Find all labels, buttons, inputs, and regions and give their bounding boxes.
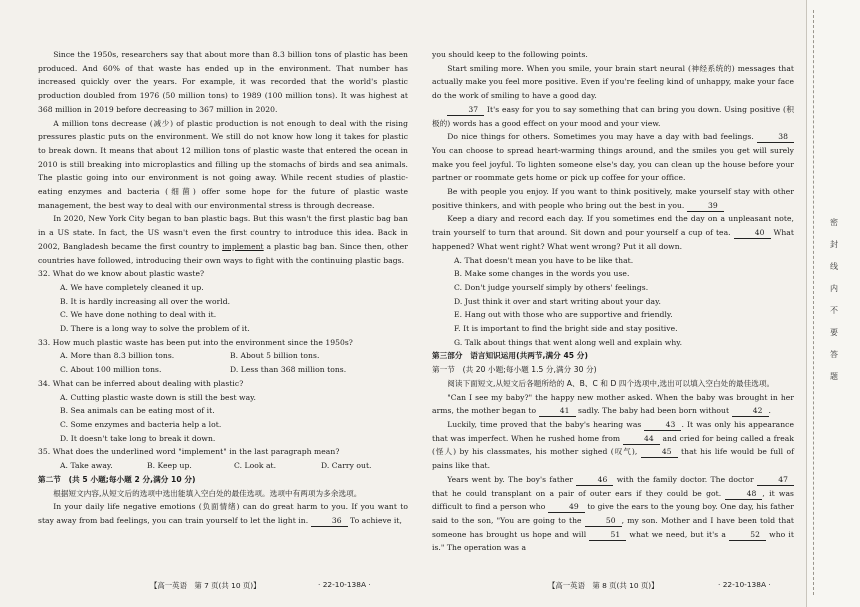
right-page <box>432 48 794 555</box>
section-2-title: 第二节 (共 5 小题;每小题 2 分,满分 10 分) <box>38 474 196 484</box>
option-33b: B. About 5 billion tons. <box>230 351 320 361</box>
passage-b-paragraph-3: Do nice things for others. Sometimes you may have a day with bad feelings. 38 You can choose to spread heart-warming things around, and the smiles you get will surely make you feel joyful. To lighten someone else's day, you can clean up the house before your partner or roommate gets home or pick up coffee for your office. <box>432 132 794 183</box>
cloze-paragraph-2: Luckily, time proved that the baby's hearing was 43 . It was only his appearance that was imperfect. When he rushed home from 44 and cried for being called a freak (怪人) by his classmates, his mother sighed (叹气), 45 that his life would be full of pains like that. <box>432 419 794 471</box>
blank-49[interactable]: 49 <box>548 502 585 513</box>
cloze-paragraph-3: Years went by. The boy's father 46 with the family doctor. The doctor 47 that he could transplant on a pair of outer ears if they could be got. 48 , it was difficult to find a person who 49 to give the ears to the young boy. One day, his father said to the son, "You are going to the 50 , my son. Mother and I have been told that someone has brought us hope and will 51 what we need, but it's a 52 who it is." The operation was a <box>432 474 795 553</box>
option-34c: C. Some enzymes and bacteria help a lot. <box>60 419 222 429</box>
option-33d: D. Less than 368 million tons. <box>230 365 347 375</box>
footer-code-left: · 22-10-138A · <box>318 580 371 589</box>
option-34b: B. Sea animals can be eating most of it. <box>60 406 215 416</box>
section-2-instructions: 根据短文内容,从短文后的选项中选出能填入空白处的最佳选项。选项中有两项为多余选项。 <box>53 488 362 498</box>
passage-paragraph-1: Since the 1950s, researchers say that about more than 8.3 billion tons of plastic has been produced. And 60% of that waste has ended up in the environment. That number has increased quickly over the years. For example, it was recorded that the world's plastic production doubled from 1976 (50 million tons) to 1989 (100 million tons). It was highest at 368 million in 2019 before decreasing to 367 million in 2020. <box>38 50 408 114</box>
passage-paragraph-3: In 2020, New York City began to ban plastic bags. But this wasn't the first plastic bag ban in a US state. In fact, the US wasn't even the first country to introduce this idea. Back in 2002, Bangladesh became the first country to implement a plastic bag ban. Since then, other countries have followed, introducing their own ways to fight with the continuing plastic bags. <box>38 214 408 265</box>
blank-51[interactable]: 51 <box>589 530 626 541</box>
blank-52[interactable]: 52 <box>729 530 766 541</box>
blank-41[interactable]: 41 <box>539 406 576 417</box>
choice-e: E. Hang out with those who are supportive and friendly. <box>454 310 673 320</box>
passage-b-line: you should keep to the following points. <box>432 50 588 59</box>
blank-47[interactable]: 47 <box>757 475 794 486</box>
options-33-row-2 <box>60 363 408 377</box>
question-33: 33. How much plastic waste has been put into the environment since the 1950s? <box>38 337 353 347</box>
blank-46[interactable]: 46 <box>576 475 613 486</box>
footer-page-label-left: 【高一英语 第 7 页(共 10 页)】 <box>150 581 261 590</box>
blank-50[interactable]: 50 <box>585 516 622 527</box>
section-1-title: 第一节 (共 20 小题;每小题 1.5 分,满分 30 分) <box>432 365 597 375</box>
option-32a: A. We have completely cleaned it up. <box>60 282 204 292</box>
choice-b: B. Make some changes in the words you use. <box>454 269 630 279</box>
part-3-title: 第三部分 语言知识运用(共两节,满分 45 分) <box>432 351 588 361</box>
blank-40[interactable]: 40 <box>734 228 771 239</box>
blank-36[interactable]: 36 <box>311 516 348 527</box>
passage-b-paragraph-2: 37 It's easy for you to say something that can bring you down. Using positive (积极的) words has a good effect on your mood and your view. <box>432 104 794 128</box>
option-34a: A. Cutting plastic waste down is still the best way. <box>60 392 256 402</box>
blank-38[interactable]: 38 <box>757 132 794 143</box>
passage-b-paragraph-4: Be with people you enjoy. If you want to think positively, make yourself stay with other positive thinkers, and with people who bring out the best in you. 39 <box>432 187 794 210</box>
cloze-paragraph-1: "Can I see my baby?" the happy new mother asked. When the baby was brought in her arms, the mother began to 41 sadly. The baby had been born without 42 . <box>432 392 794 416</box>
option-35b: B. Keep up. <box>147 461 192 471</box>
choice-f: F. It is important to find the bright side and stay positive. <box>454 324 678 334</box>
footer-page-label-right: 【高一英语 第 8 页(共 10 页)】 <box>548 581 659 590</box>
question-34: 34. What can be inferred about dealing with plastic? <box>38 378 244 388</box>
option-35a: A. Take away. <box>60 461 113 471</box>
blank-45[interactable]: 45 <box>641 447 678 458</box>
question-35: 35. What does the underlined word "implement" in the last paragraph mean? <box>38 447 340 457</box>
passage-b-paragraph-5: Keep a diary and record each day. If you sometimes end the day on a unpleasant note, train yourself to turn that around. Sit down and pour yourself a cup of tea. 40 What happened? What went right? What went wrong? Put it all down. <box>432 214 794 251</box>
binding-strip <box>806 0 860 607</box>
seal-dashed-line <box>813 10 814 595</box>
options-35 <box>60 459 408 473</box>
seal-line-text: 密 封 线 内 不 要 答 题 <box>830 218 838 381</box>
option-35d: D. Carry out. <box>321 461 372 471</box>
blank-39[interactable]: 39 <box>687 201 724 212</box>
section-1-instructions: 阅读下面短文,从短文后各题所给的 A、B、C 和 D 四个选项中,选出可以填入空白处的最佳选项。 <box>447 378 775 388</box>
blank-43[interactable]: 43 <box>644 420 681 431</box>
blank-42[interactable]: 42 <box>732 406 769 417</box>
option-34d: D. It doesn't take long to break it down. <box>60 433 216 443</box>
option-33c: C. About 100 million tons. <box>60 365 162 375</box>
option-32b: B. It is hardly increasing all over the world. <box>60 296 231 306</box>
underlined-word: implement <box>222 241 264 251</box>
blank-37[interactable]: 37 <box>447 105 484 116</box>
choice-c: C. Don't judge yourself simply by others' feelings. <box>454 282 649 292</box>
choice-g: G. Talk about things that went along well and explain why. <box>454 337 683 347</box>
option-35c: C. Look at. <box>234 461 277 471</box>
passage-b-paragraph-1: Start smiling more. When you smile, your brain start neural (神经系统的) messages that actually make you feel more positive. Even if you're feeling kind of unhappy, make your face do the work of smiling to have a good day. <box>432 63 794 101</box>
passage-b-intro: In your daily life negative emotions (负面情绪) can do great harm to you. If you want to stay away from bad feelings, you can train yourself to let the light in. 36 To achieve it, <box>38 502 408 525</box>
option-32c: C. We have done nothing to deal with it. <box>60 310 217 320</box>
options-33-row-1 <box>60 349 408 363</box>
choice-a: A. That doesn't mean you have to be like that. <box>454 255 634 265</box>
option-32d: D. There is a long way to solve the problem of it. <box>60 324 250 334</box>
blank-44[interactable]: 44 <box>623 434 660 445</box>
passage-paragraph-2: A million tons decrease (减少) of plastic production is not enough to deal with the rising pressures plastic puts on the environment. We still do not know how long it takes for plastic to break down. It means that about 12 million tons of plastic waste that entered the ocean in 2010 is still breaking into microplastics and filling up the stomachs of birds and sea animals. The plastic going into our environment is not going away. While recent studies of plastic-eating enzymes and bacteria (细菌) offer some hope for the future of plastic waste management, the best way to deal with our environmental stress is through decrease. <box>38 118 408 210</box>
blank-48[interactable]: 48 <box>725 489 762 500</box>
choice-d: D. Just think it over and start writing about your day. <box>454 296 661 306</box>
option-33a: A. More than 8.3 billion tons. <box>60 351 175 361</box>
footer-code-right: · 22-10-138A · <box>718 580 771 589</box>
question-32: 32. What do we know about plastic waste? <box>38 269 205 279</box>
left-page <box>38 48 408 528</box>
